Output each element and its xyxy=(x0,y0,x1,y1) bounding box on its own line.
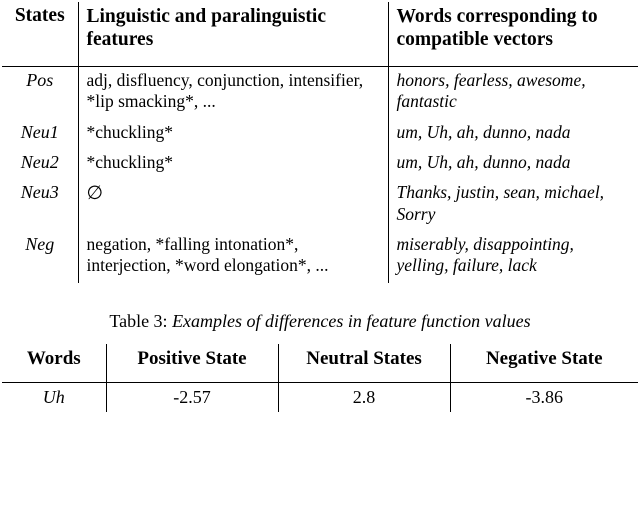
state-label: Pos xyxy=(26,70,54,90)
positive-value: -2.57 xyxy=(106,382,278,412)
rule-cell-features xyxy=(78,57,388,67)
feature-function-values-table xyxy=(2,344,638,412)
rule-cell-words xyxy=(2,374,106,383)
word-label: Uh xyxy=(42,386,65,407)
header-negative-state: Negative State xyxy=(450,344,638,374)
negative-value: -3.86 xyxy=(450,382,638,412)
state-label: Neu1 xyxy=(20,121,59,142)
words-text: miserably, disappointing, yelling, failure, lack xyxy=(388,231,638,283)
rule-cell-positive xyxy=(106,374,278,383)
rule-cell-negative xyxy=(450,374,638,383)
state-label: Neu2 xyxy=(20,152,59,173)
state-label: Neg xyxy=(25,234,55,255)
features-text: ∅ xyxy=(78,179,388,231)
features-text: negation, *falling intonation*, interjection, *word elongation*, ... xyxy=(78,231,388,283)
table-row xyxy=(2,67,638,119)
words-text: Thanks, justin, sean, michael, Sorry xyxy=(388,179,638,231)
table-row xyxy=(2,179,638,231)
features-text: adj, disfluency, conjunction, intensifier, *lip smacking*, ... xyxy=(78,67,388,119)
header-states: States xyxy=(14,5,65,26)
words-text: honors, fearless, awesome, fantastic xyxy=(388,67,638,119)
rule-cell-neutral xyxy=(278,374,450,383)
header-words: Words xyxy=(26,347,81,369)
paper-page xyxy=(0,2,640,508)
header-features: Linguistic and paralinguistic features xyxy=(78,2,388,57)
table-row xyxy=(2,119,638,149)
header-rule xyxy=(2,57,638,67)
rule-cell-words xyxy=(388,57,638,67)
table-row xyxy=(2,231,638,283)
table3-header-row xyxy=(2,344,638,374)
caption-text: Examples of differences in feature function values xyxy=(172,310,531,331)
table-header-row xyxy=(2,2,638,57)
words-text: um, Uh, ah, dunno, nada xyxy=(388,149,638,179)
header-words: Words corresponding to compatible vectors xyxy=(388,2,638,57)
rule-cell-states xyxy=(2,57,78,67)
states-feature-table xyxy=(2,2,638,283)
header-positive-state: Positive State xyxy=(106,344,278,374)
table3-caption xyxy=(2,311,638,332)
table-row xyxy=(2,382,638,412)
table3-header-rule xyxy=(2,374,638,383)
words-text: um, Uh, ah, dunno, nada xyxy=(388,119,638,149)
features-text: *chuckling* xyxy=(78,119,388,149)
state-label: Neu3 xyxy=(20,182,59,203)
caption-label: Table 3: xyxy=(109,310,168,331)
header-neutral-states: Neutral States xyxy=(278,344,450,374)
features-text: *chuckling* xyxy=(78,149,388,179)
table-row xyxy=(2,149,638,179)
neutral-value: 2.8 xyxy=(278,382,450,412)
